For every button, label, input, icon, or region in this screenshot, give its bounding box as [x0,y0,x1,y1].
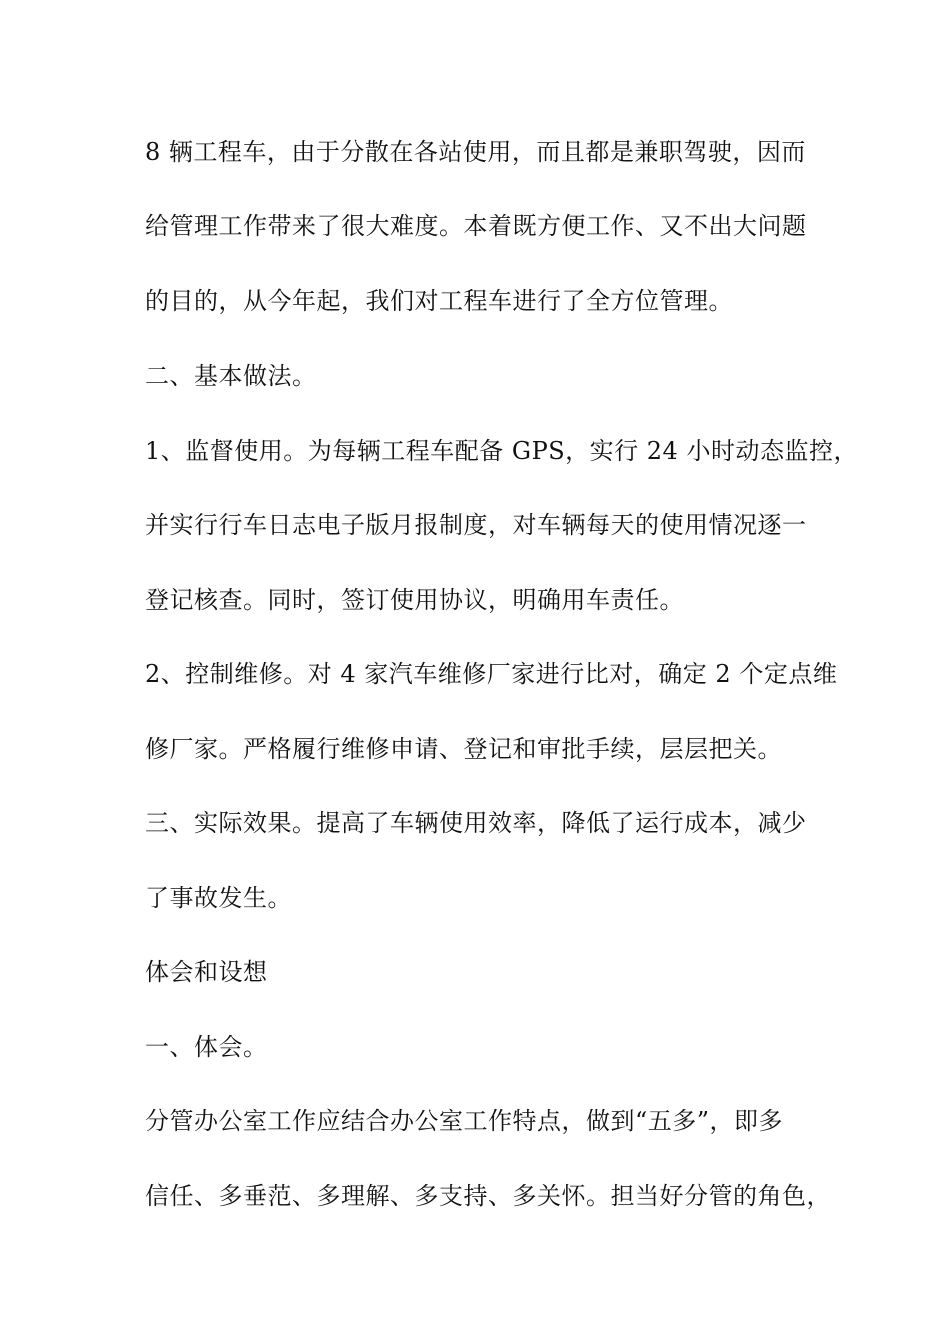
text-line: 给管理工作带来了很大难度。本着既方便工作、又不出大问题 [145,212,807,240]
section-heading: 一、体会。 [145,1033,268,1061]
text-line: 2、控制维修。对 4 家汽车维修厂家进行比对，确定 2 个定点维 [145,660,838,688]
text-line: 分管办公室工作应结合办公室工作特点，做到“五多”，即多 [145,1107,784,1135]
text-line: 修厂家。严格履行维修申请、登记和审批手续，层层把关。 [145,735,782,763]
text-line: 了事故发生。 [145,884,292,912]
text-line: 并实行行车日志电子版月报制度，对车辆每天的使用情况逐一 [145,511,807,539]
section-heading: 体会和设想 [145,958,268,986]
text-line: 1、监督使用。为每辆工程车配备 GPS，实行 24 小时动态监控， [145,437,858,465]
text-line: 的目的，从今年起，我们对工程车进行了全方位管理。 [145,287,733,315]
text-line: 三、实际效果。提高了车辆使用效率，降低了运行成本，减少 [145,809,807,837]
text-line: 8 辆工程车，由于分散在各站使用，而且都是兼职驾驶，因而 [145,138,806,166]
text-line: 登记核查。同时，签订使用协议，明确用车责任。 [145,586,684,614]
text-line: 信任、多垂范、多理解、多支持、多关怀。担当好分管的角色， [145,1182,831,1210]
section-heading: 二、基本做法。 [145,362,317,390]
